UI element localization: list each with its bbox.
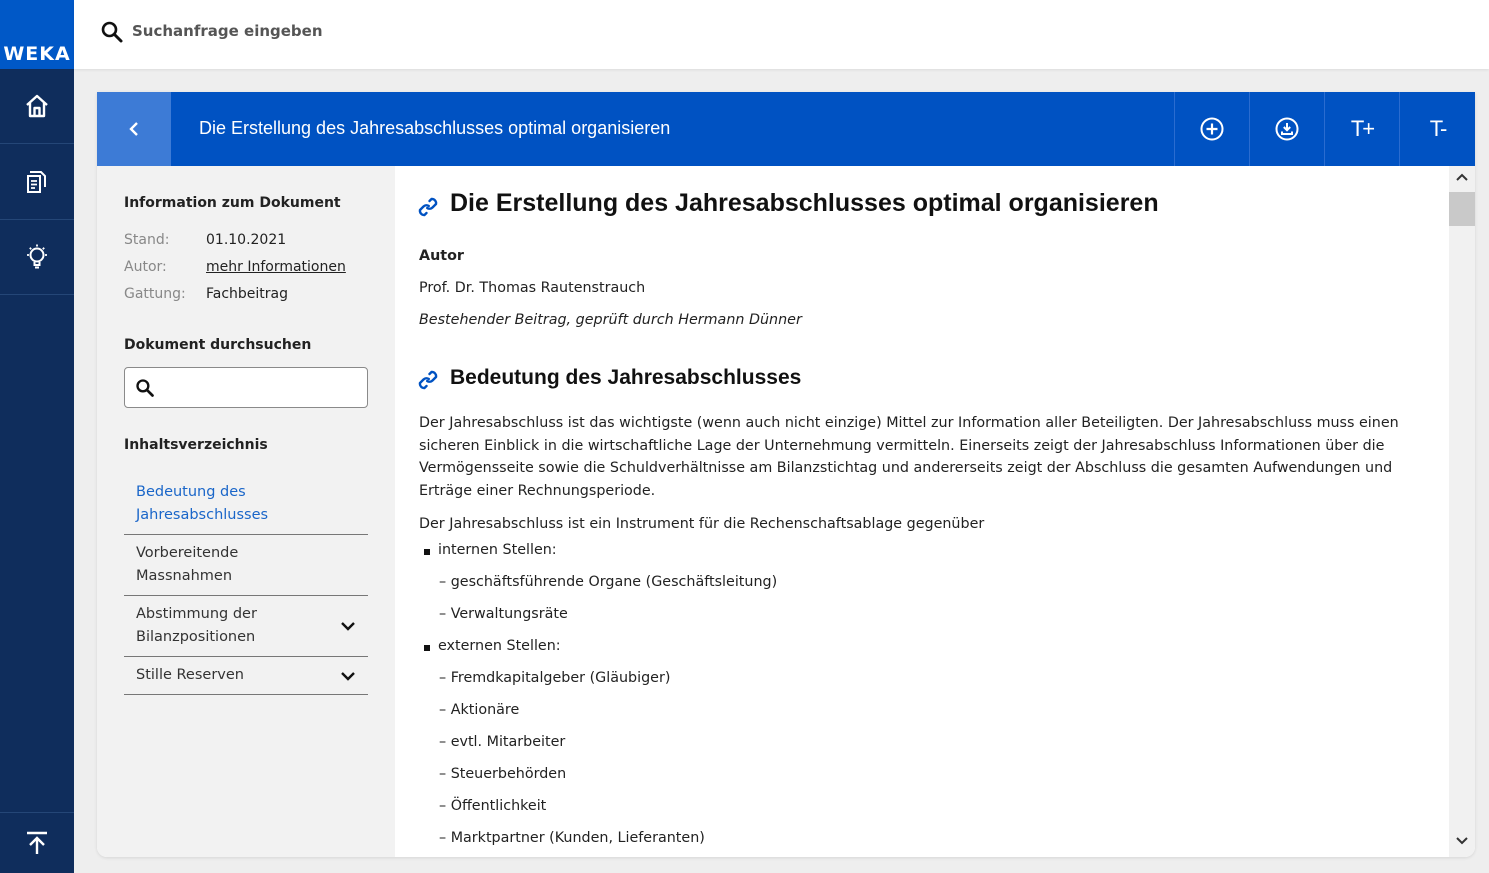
nav-documents-button[interactable] <box>0 145 74 220</box>
paragraph-1: Der Jahresabschluss ist das wichtigste (wenn auch nicht einzige) Mittel zur Information aller Beteiligten. Der Jahresabschluss muss einen sicheren Einblick in die wirtschaftliche Lage der Unternehmung vermitteln. Einerseits zeigt der Jahresabschluss Informationen über die Vermögensseite sowie die Schuldverhältnisse am Bilanzstichtag und andererseits zeigt der Abschluss die gesamten Aufwendungen und Erträge einer Rechnungsperiode. <box>419 415 1399 500</box>
table-of-contents <box>124 474 368 695</box>
document-sidebar <box>97 166 395 857</box>
documents-icon <box>25 169 49 195</box>
increase-font-button[interactable] <box>1324 92 1399 166</box>
sub-item: – geschäftsführende Organe (Geschäftsleitung) <box>439 574 778 590</box>
bullet-item <box>425 638 561 654</box>
paragraph-2: Der Jahresabschluss ist ein Instrument für die Rechenschaftsablage gegenüber <box>419 516 985 532</box>
document-header-title: Die Erstellung des Jahresabschlusses optimal organisieren <box>199 118 671 138</box>
decrease-font-button[interactable] <box>1399 92 1475 166</box>
review-note: Bestehender Beitrag, geprüft durch Hermann Dünner <box>419 312 802 328</box>
content-scrollbar[interactable] <box>1449 166 1475 857</box>
meta-key: Gattung: <box>124 286 186 302</box>
add-to-collection-button[interactable] <box>1174 92 1249 166</box>
global-search-input[interactable] <box>132 18 732 44</box>
toc-item-abstimmung[interactable] <box>124 596 368 657</box>
sub-item: – Aktionäre <box>439 702 520 718</box>
search-icon[interactable] <box>135 378 155 398</box>
search-icon[interactable] <box>100 20 124 44</box>
scroll-to-top-icon <box>25 830 49 856</box>
scrollbar-thumb[interactable] <box>1449 192 1475 226</box>
toc-item-stille-reserven[interactable] <box>124 657 368 695</box>
nav-home-button[interactable] <box>0 69 74 144</box>
increase-font-label: T+ <box>1350 116 1374 141</box>
lightbulb-icon <box>24 243 50 271</box>
meta-row-gattung <box>124 286 288 302</box>
document-card <box>97 92 1475 857</box>
scroll-down-icon[interactable] <box>1456 836 1468 846</box>
bullet-label: externen Stellen: <box>438 638 561 654</box>
chevron-down-icon[interactable] <box>340 671 356 681</box>
author-name: Prof. Dr. Thomas Rautenstrauch <box>419 280 646 296</box>
download-button[interactable] <box>1249 92 1324 166</box>
anchor-link-icon[interactable] <box>417 369 439 391</box>
bullet-item <box>425 542 557 558</box>
toc-item-bedeutung[interactable] <box>124 474 368 535</box>
author-label: Autor <box>419 248 464 264</box>
section-title: Bedeutung des Jahresabschlusses <box>450 366 802 389</box>
document-content <box>395 166 1449 857</box>
search-heading: Dokument durchsuchen <box>124 337 312 353</box>
top-search-bar <box>74 0 1489 69</box>
add-circle-icon <box>1199 116 1225 142</box>
meta-key: Stand: <box>124 232 170 248</box>
scroll-up-icon[interactable] <box>1456 172 1468 182</box>
document-header <box>97 92 1475 166</box>
meta-value: Fachbeitrag <box>206 286 289 302</box>
bullet-label: internen Stellen: <box>438 542 557 558</box>
sub-item: – Marktpartner (Kunden, Lieferanten) <box>439 830 705 846</box>
meta-key: Autor: <box>124 259 167 275</box>
home-icon <box>24 93 50 119</box>
document-search-box <box>124 367 368 408</box>
toc-item-vorbereitende[interactable] <box>124 535 368 596</box>
anchor-link-icon[interactable] <box>417 196 439 218</box>
toc-heading: Inhaltsverzeichnis <box>124 437 268 453</box>
document-search-input[interactable] <box>163 376 358 400</box>
back-button[interactable] <box>97 92 171 166</box>
meta-row-stand <box>124 232 286 248</box>
logo-text: WEKA <box>3 43 71 65</box>
scroll-to-top-button[interactable] <box>0 812 74 873</box>
chevron-left-icon <box>127 120 141 138</box>
sub-item: – Verwaltungsräte <box>439 606 568 622</box>
sub-item: – Fremdkapitalgeber (Gläubiger) <box>439 670 671 686</box>
nav-tips-button[interactable] <box>0 220 74 295</box>
toc-item-label: Vorbereitende Massnahmen <box>136 545 239 584</box>
sub-item: – Öffentlichkeit <box>439 798 547 814</box>
toc-item-label: Stille Reserven <box>136 667 244 683</box>
chevron-down-icon[interactable] <box>340 621 356 631</box>
weka-logo[interactable] <box>0 0 74 69</box>
meta-value: 01.10.2021 <box>206 232 287 248</box>
document-title: Die Erstellung des Jahresabschlusses optimal organisieren <box>450 189 1159 217</box>
sub-item: – evtl. Mitarbeiter <box>439 734 566 750</box>
info-heading: Information zum Dokument <box>124 195 341 211</box>
toc-item-label: Bedeutung des Jahresabschlusses <box>136 484 269 523</box>
download-icon <box>1274 116 1300 142</box>
author-info-link[interactable]: mehr Informationen <box>206 259 346 275</box>
left-nav-rail <box>0 0 74 873</box>
toc-item-label: Abstimmung der Bilanzpositionen <box>136 606 257 645</box>
meta-row-autor <box>124 259 346 275</box>
sub-item: – Steuerbehörden <box>439 766 567 782</box>
decrease-font-label: T- <box>1429 116 1446 141</box>
